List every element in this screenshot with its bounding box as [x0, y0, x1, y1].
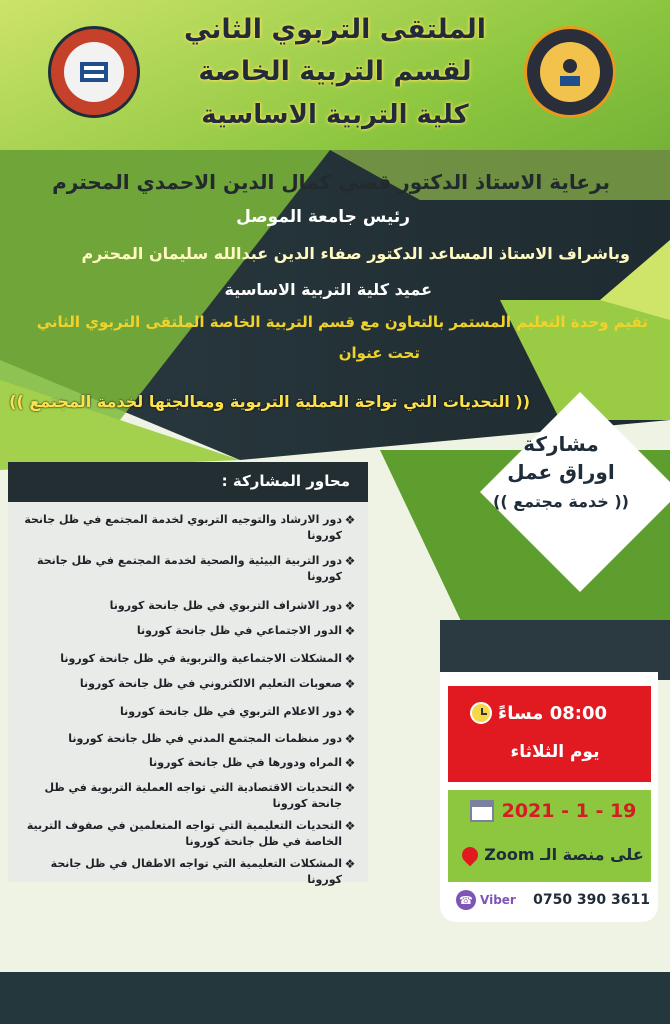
supervisor-title: عميد كلية التربية الاساسية [224, 280, 432, 299]
diamond-bullet-icon: ❖ [344, 732, 356, 746]
university-emblem-icon [64, 42, 124, 102]
list-item: ❖ دور التربية البيئية والصحية لخدمة المجتمع في ظل جانحة كورونا [14, 553, 358, 585]
sponsor-line: برعاية الاستاذ الدكتور قصي كمال الدين الاحمدي المحترم [52, 170, 610, 194]
college-emblem-icon [540, 42, 600, 102]
list-item: ❖ المراه ودورها في ظل جانحة كورونا [14, 755, 358, 771]
diamond-bullet-icon: ❖ [344, 513, 356, 527]
participation-type: اوراق عمل [507, 460, 615, 484]
list-item: ❖ التحديات الاقتصادية التي تواجه العملية التربوية في ظل جانحة كورونا [14, 780, 358, 812]
event-theme: (( التحديات التي تواجة العملية التربوية ومعالجتها لخدمة المجتمع )) [9, 392, 530, 411]
diamond-bullet-icon: ❖ [344, 624, 356, 638]
axes-heading: محاور المشاركة : [8, 462, 368, 502]
under-title-label: تحت عنوان [338, 344, 420, 362]
time-panel [448, 686, 651, 782]
university-logo [48, 26, 140, 118]
participation-category: (( خدمة مجتمع )) [493, 492, 629, 511]
list-item: ❖ التحديات التعليمية التي تواجه المتعلمين في صفوف التربية الخاصة في ظل جانحة كورونا [14, 818, 358, 850]
diamond-bullet-icon: ❖ [344, 599, 356, 613]
participation-box [486, 432, 636, 511]
event-platform-text: على منصة الـ Zoom [484, 845, 644, 864]
diamond-bullet-icon: ❖ [344, 857, 356, 871]
organizer-line: تقيم وحدة التعليم المستمر بالتعاون مع قسم التربية الخاصة الملتقى التربوي الثاني [36, 313, 648, 331]
event-date [460, 800, 646, 822]
diamond-bullet-icon: ❖ [344, 677, 356, 691]
list-item: ❖ دور الاشراف التربوي في ظل جانحة كورونا [14, 598, 358, 614]
phone-icon: ☎ [456, 890, 476, 910]
location-pin-icon [459, 843, 482, 866]
axes-list [8, 502, 368, 886]
list-item: ❖ دور منظمات المجتمع المدني في ظل جانحة كورونا [14, 731, 358, 747]
diamond-bullet-icon: ❖ [344, 781, 356, 795]
college-logo [524, 26, 616, 118]
diamond-bullet-icon: ❖ [344, 705, 356, 719]
clock-icon [470, 702, 492, 724]
contact-row [456, 890, 650, 910]
event-date-text: 2021 - 1 - 19 [501, 800, 637, 822]
header-title-line2: لقسم التربية الخاصة [198, 56, 472, 87]
viber-label: Viber [480, 893, 516, 907]
sponsor-title: رئيس جامعة الموصل [236, 207, 410, 227]
list-item: ❖ الدور الاجتماعي في ظل جانحة كورونا [14, 623, 358, 639]
footer-band [0, 972, 670, 1024]
diamond-bullet-icon: ❖ [344, 819, 356, 833]
list-item: ❖ صعوبات التعليم الالكتروني في ظل جانحة كورونا [14, 676, 358, 692]
list-item: ❖ المشكلات التعليمية التي تواجه الاطفال في ظل جانحة كورونا [14, 856, 358, 888]
phone-number: 0750 390 3611 [533, 892, 650, 908]
diamond-bullet-icon: ❖ [344, 756, 356, 770]
supervisor-line: وباشراف الاستاذ المساعد الدكتور صفاء الدين عبدالله سليمان المحترم [81, 244, 630, 263]
event-time [470, 702, 640, 724]
list-item: ❖ دور الارشاد والتوجيه التربوي لخدمة المجتمع في ظل جانحة كورونا [14, 512, 358, 544]
participation-label: مشاركة [523, 432, 599, 456]
event-day: يوم الثلاثاء [510, 742, 600, 762]
diamond-bullet-icon: ❖ [344, 554, 356, 568]
list-item: ❖ دور الاعلام التربوي في ظل جانحة كورونا [14, 704, 358, 720]
diamond-bullet-icon: ❖ [344, 652, 356, 666]
event-time-text: 08:00 مساءً [498, 702, 607, 724]
viber-contact [456, 890, 516, 910]
list-item: ❖ المشكلات الاجتماعية والتربوية في ظل جانحة كورونا [14, 651, 358, 667]
header-title-line3: كلية التربية الاساسية [201, 100, 469, 130]
event-platform [460, 845, 646, 864]
header-title-line1: الملتقى التربوي الثاني [183, 14, 487, 45]
calendar-icon [470, 800, 494, 822]
